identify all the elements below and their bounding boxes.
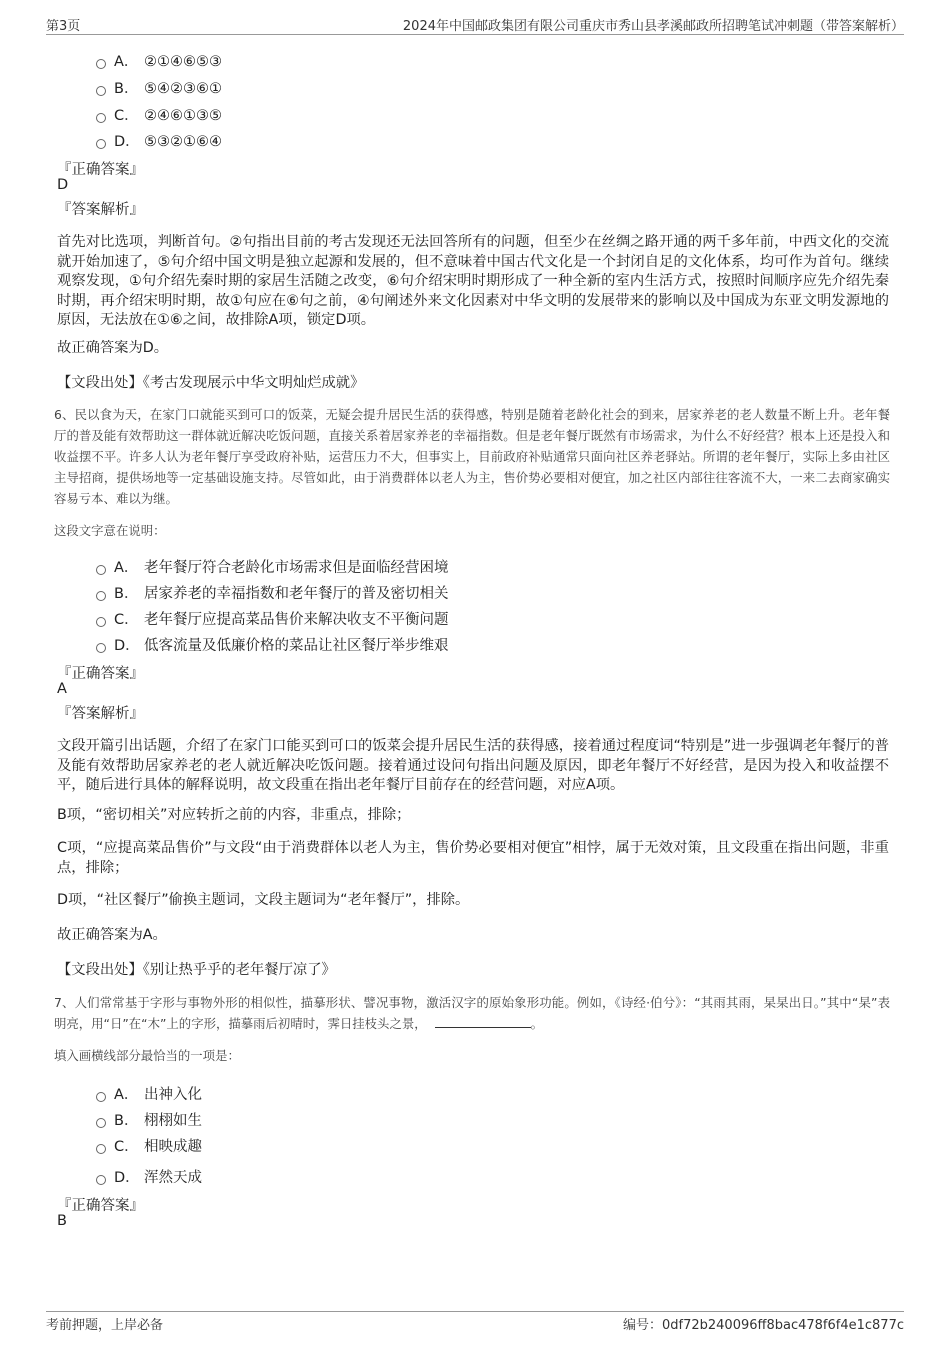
q7-answer: B bbox=[57, 1213, 67, 1229]
q6-answer-label: 『正确答案』 bbox=[57, 666, 144, 682]
document-title: 2024年中国邮政集团有限公司重庆市秀山县孝溪邮政所招聘笔试冲刺题（带答案解析） bbox=[402, 19, 904, 34]
q5-conclusion: 故正确答案为D。 bbox=[57, 340, 169, 356]
q6-analysis-d: D项，“社区餐厅”偷换主题词，文段主题词为“老年餐厅”，排除。 bbox=[57, 892, 470, 908]
q6-option-b[interactable]: B． 居家养老的幸福指数和老年餐厅的普及密切相关 bbox=[96, 582, 449, 603]
radio-icon[interactable] bbox=[96, 1118, 106, 1128]
answer-blank bbox=[435, 1015, 531, 1028]
q5-answer-label: 『正确答案』 bbox=[57, 162, 144, 178]
radio-icon[interactable] bbox=[96, 1144, 106, 1154]
radio-icon[interactable] bbox=[96, 1175, 106, 1185]
header-divider bbox=[46, 34, 904, 35]
document-id: 编号：0df72b240096ff8bac478f6f4e1c877c bbox=[623, 1318, 904, 1333]
q6-option-c[interactable]: C． 老年餐厅应提高菜品售价来解决收支不平衡问题 bbox=[96, 608, 449, 629]
q6-option-a[interactable]: A． 老年餐厅符合老龄化市场需求但是面临经营困境 bbox=[96, 556, 449, 577]
q7-prompt: 填入画横线部分最恰当的一项是： bbox=[54, 1048, 240, 1063]
radio-icon[interactable] bbox=[96, 59, 106, 69]
q7-option-a[interactable]: A． 出神入化 bbox=[96, 1083, 202, 1104]
q6-source: 【文段出处】《别让热乎乎的老年餐厅凉了》 bbox=[57, 962, 336, 978]
q5-option-d[interactable]: D． ⑤③②①⑥④ bbox=[96, 130, 222, 151]
q7-question: 7、人们常常基于字形与事物外形的相似性，描摹形状、譬况事物，激活汉字的原始象形功能。例如，《诗经·伯兮》：“其雨其雨，杲杲出日。”其中“杲”表明亮，用“日”在“木”上的字形，描摹雨后初晴时，霁日挂枝头之景， 。 bbox=[54, 995, 890, 1031]
radio-icon[interactable] bbox=[96, 643, 106, 653]
q5-option-a[interactable]: A． ②①④⑥⑤③ bbox=[96, 50, 222, 71]
q7-option-c[interactable]: C． 相映成趣 bbox=[96, 1135, 202, 1156]
q6-analysis-c: C项，“应提高菜品售价”与文段“由于消费群体以老人为主，售价势必要相对便宜”相悖，属于无效对策，且文段重在指出问题，非重点，排除； bbox=[57, 840, 889, 876]
q6-option-d[interactable]: D． 低客流量及低廉价格的菜品让社区餐厅举步维艰 bbox=[96, 634, 449, 655]
footer-slogan: 考前押题，上岸必备 bbox=[46, 1318, 164, 1333]
q6-analysis-paragraph: 文段开篇引出话题，介绍了在家门口能买到可口的饭菜会提升居民生活的获得感，接着通过程度词“特别是”进一步强调老年餐厅的普及能有效帮助居家养老的老人就近解决吃饭问题。接着通过设问句指出问题及原因，即老年餐厅不好经营，是因为投入和收益摆不平，随后进行具体的解释说明，故文段重在指出老年餐厅目前存在的经营问题，对应A项。 bbox=[57, 738, 889, 793]
q5-option-c[interactable]: C． ②④⑥①③⑤ bbox=[96, 104, 222, 125]
page-number: 第3页 bbox=[46, 19, 81, 34]
radio-icon[interactable] bbox=[96, 565, 106, 575]
q7-option-d[interactable]: D． 浑然天成 bbox=[96, 1166, 202, 1187]
q6-prompt: 这段文字意在说明： bbox=[54, 523, 166, 538]
q5-analysis-label: 『答案解析』 bbox=[57, 202, 144, 218]
q5-answer: D bbox=[57, 177, 69, 193]
q5-source: 【文段出处】《考古发现展示中华文明灿烂成就》 bbox=[57, 375, 365, 391]
q6-conclusion: 故正确答案为A。 bbox=[57, 927, 167, 943]
q6-analysis-b: B项，“密切相关”对应转折之前的内容，非重点，排除； bbox=[57, 807, 411, 823]
q5-analysis-paragraph: 首先对比选项，判断首句。②句指出目前的考古发现还无法回答所有的问题，但至少在丝绸之路开通的两千多年前，中西文化的交流就开始加速了，⑤句介绍中国文明是独立起源和发展的，但不意味着中国古代文化是一个封闭自足的文化体系，均可作为首句。继续观察发现，①句介绍先秦时期的家居生活随之改变，⑥句介绍宋明时期形成了一种全新的室内生活方式，按照时间顺序应先介绍先秦时期，再介绍宋明时期，故①句应在⑥句之前，④句阐述外来文化因素对中华文明的发展带来的影响以及中国成为东亚文明发源地的原因，无法放在①⑥之间，故排除A项，锁定D项。 bbox=[57, 234, 889, 328]
radio-icon[interactable] bbox=[96, 617, 106, 627]
radio-icon[interactable] bbox=[96, 113, 106, 123]
radio-icon[interactable] bbox=[96, 139, 106, 149]
q6-analysis-label: 『答案解析』 bbox=[57, 706, 144, 722]
q7-answer-label: 『正确答案』 bbox=[57, 1198, 144, 1214]
q7-option-b[interactable]: B． 栩栩如生 bbox=[96, 1109, 202, 1130]
radio-icon[interactable] bbox=[96, 591, 106, 601]
radio-icon[interactable] bbox=[96, 86, 106, 96]
q6-answer: A bbox=[57, 681, 67, 697]
radio-icon[interactable] bbox=[96, 1092, 106, 1102]
q5-option-b[interactable]: B． ⑤④②③⑥① bbox=[96, 77, 222, 98]
footer-divider bbox=[46, 1311, 904, 1312]
q6-question: 6、民以食为天，在家门口就能买到可口的饭菜，无疑会提升居民生活的获得感，特别是随着老龄化社会的到来，居家养老的老人数量不断上升。老年餐厅的普及能有效帮助这一群体就近解决吃饭问题，直接关系着居家养老的幸福指数。但是老年餐厅既然有市场需求，为什么不好经营？根本上还是投入和收益摆不平。许多人认为老年餐厅享受政府补贴，运营压力不大，但事实上，目前政府补贴通常只面向社区养老驿站。所谓的老年餐厅，实际上多由社区主导招商，提供场地等一定基础设施支持。尽管如此，由于消费群体以老人为主，售价势必要相对便宜，加之社区内部往往客流不大，一来二去商家确实容易亏本、难以为继。 bbox=[54, 407, 890, 506]
